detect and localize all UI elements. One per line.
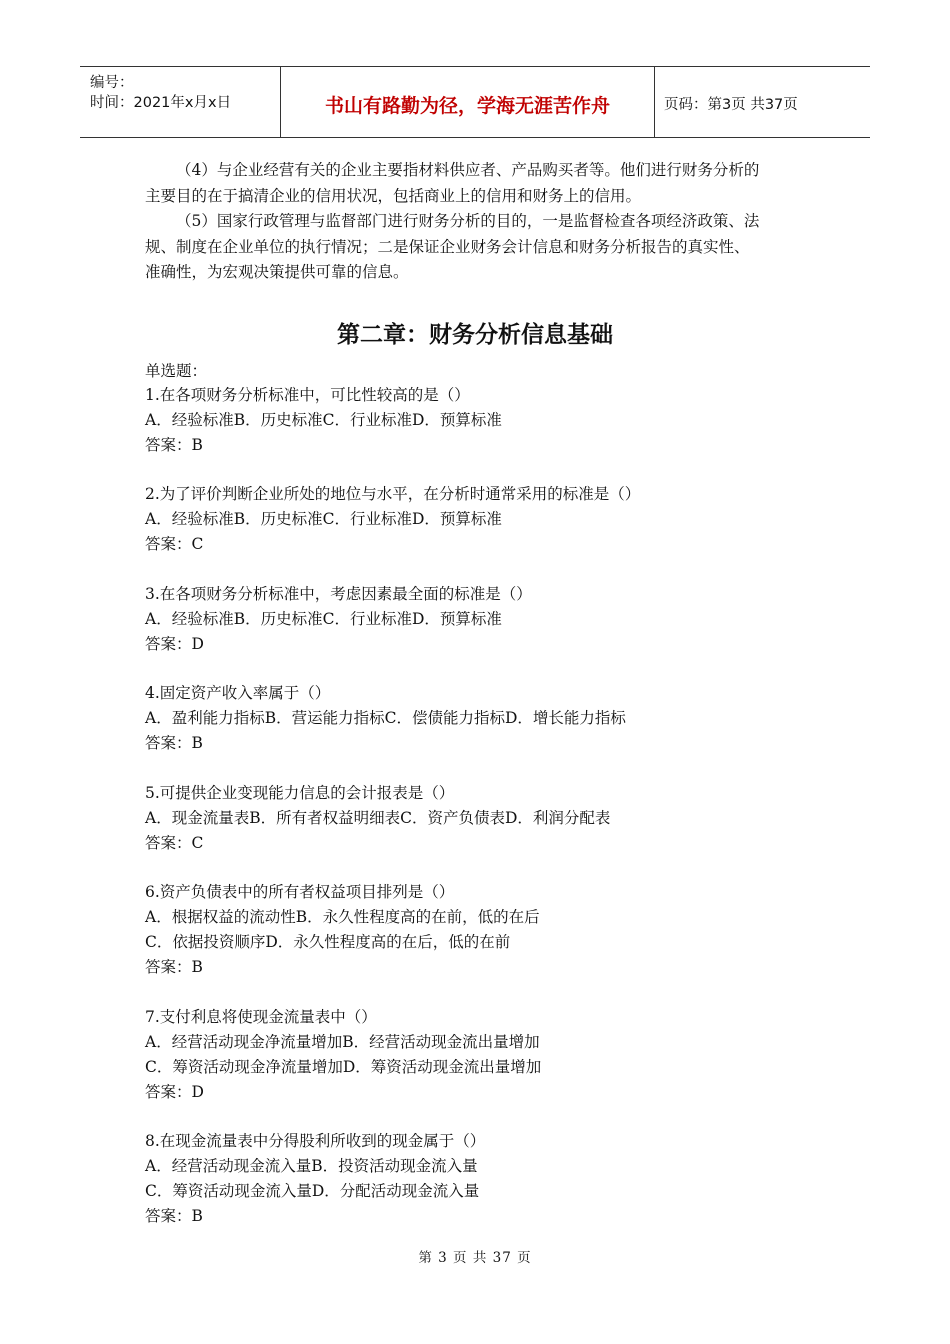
question-answer: 答案：C <box>145 834 204 852</box>
header-motto: 书山有路勤为径，学海无涯苦作舟 <box>324 95 610 117</box>
question-answer: 答案：C <box>145 535 204 553</box>
question-options: C．依据投资顺序D．永久性程度高的在后，低的在前 <box>145 933 511 951</box>
question-stem: 3.在各项财务分析标准中，考虑因素最全面的标准是（） <box>145 585 532 603</box>
page-footer: 第 3 页 共 37 页 <box>418 1250 532 1266</box>
question-options: C．筹资活动现金流入量D．分配活动现金流入量 <box>145 1182 480 1200</box>
question-options: C．筹资活动现金净流量增加D．筹资活动现金流出量增加 <box>145 1058 542 1076</box>
question-stem: 2.为了评价判断企业所处的地位与水平，在分析时通常采用的标准是（） <box>145 485 641 503</box>
question-options: A．经验标准B．历史标准C．行业标准D．预算标准 <box>145 510 502 528</box>
question-answer: 答案：B <box>145 958 203 976</box>
question-answer: 答案：B <box>145 436 203 454</box>
question-options: A．经营活动现金流入量B．投资活动现金流入量 <box>145 1157 478 1175</box>
paragraph-line: （5）国家行政管理与监督部门进行财务分析的目的，一是监督检查各项经济政策、法 <box>176 212 760 230</box>
question-answer: 答案：D <box>145 1083 204 1101</box>
paragraph-line: 准确性，为宏观决策提供可靠的信息。 <box>145 263 409 281</box>
page-header <box>80 66 870 138</box>
question-stem: 6.资产负债表中的所有者权益项目排列是（） <box>145 883 455 901</box>
question-options: A．经验标准B．历史标准C．行业标准D．预算标准 <box>145 610 502 628</box>
question-options: A．现金流量表B．所有者权益明细表C．资产负债表D．利润分配表 <box>145 809 611 827</box>
question-stem: 7.支付利息将使现金流量表中（） <box>145 1008 377 1026</box>
paragraph-line: （4）与企业经营有关的企业主要指材料供应者、产品购买者等。他们进行财务分析的 <box>176 161 760 179</box>
question-stem: 5.可提供企业变现能力信息的会计报表是（） <box>145 784 455 802</box>
question-answer: 答案：B <box>145 1207 203 1225</box>
paragraph-line: 规、制度在企业单位的执行情况；二是保证企业财务会计信息和财务分析报告的真实性、 <box>145 237 750 256</box>
question-options: A．经验标准B．历史标准C．行业标准D．预算标准 <box>145 411 502 429</box>
question-answer: 答案：B <box>145 734 203 752</box>
question-answer: 答案：D <box>145 635 204 653</box>
chapter-title: 第二章：财务分析信息基础 <box>337 322 613 348</box>
question-stem: 4.固定资产收入率属于（） <box>145 684 331 702</box>
header-motto-cell <box>280 67 655 137</box>
intro-paragraph-4 <box>145 158 815 209</box>
question-options: A．盈利能力指标B．营运能力指标C．偿债能力指标D．增长能力指标 <box>145 709 626 727</box>
question-options: A．经营活动现金净流量增加B．经营活动现金流出量增加 <box>145 1033 540 1051</box>
question-stem: 1.在各项财务分析标准中，可比性较高的是（） <box>145 386 470 404</box>
header-right-cell <box>654 67 870 137</box>
number-label: 编号： <box>90 75 134 91</box>
paragraph-line: 主要目的在于搞清企业的信用状况，包括商业上的信用和财务上的信用。 <box>145 186 642 205</box>
question-options: A．根据权益的流动性B．永久性程度高的在前，低的在后 <box>145 908 540 926</box>
intro-paragraph-5 <box>145 209 815 286</box>
section-label: 单选题： <box>145 362 208 380</box>
header-left-cell <box>80 67 280 137</box>
header-page-info: 页码：第3页 共37页 <box>664 97 798 113</box>
question-stem: 8.在现金流量表中分得股利所收到的现金属于（） <box>145 1132 486 1150</box>
time-label: 时间：2021年x月x日 <box>90 95 232 111</box>
